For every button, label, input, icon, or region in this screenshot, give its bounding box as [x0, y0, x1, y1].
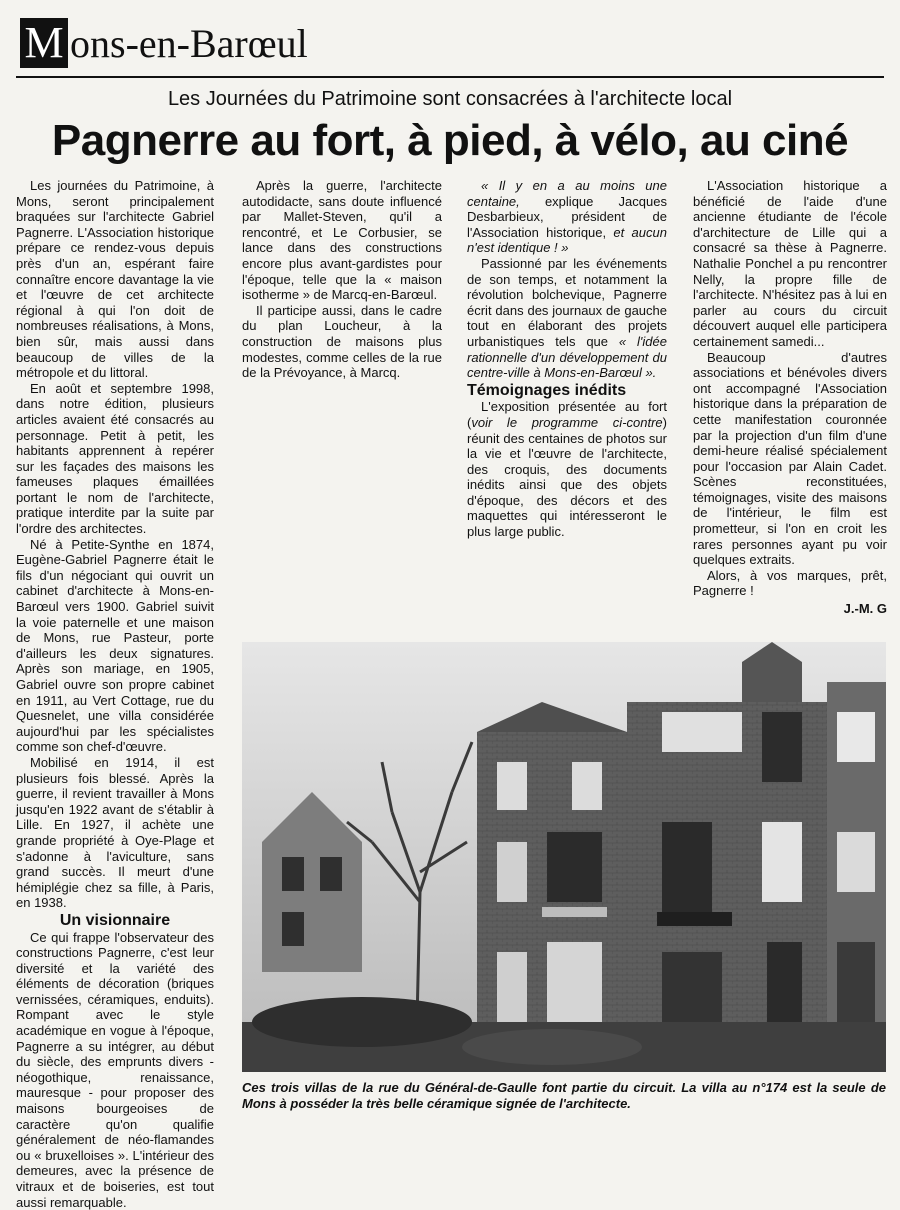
villas-photo [242, 642, 886, 1072]
paragraph [467, 256, 667, 381]
masthead [16, 18, 884, 78]
paragraph: Né à Petite-Synthe en 1874, Eugène-Gabriel Pagnerre était le fils d'un négociant qui ouvrit un cabinet d'architecte à Mons-en-Barœul vers 1900. Gabriel suivit la voie paternelle et une maison de Mons, rue Pasteur, porte d'ailleurs les deux signatures. Après son mariage, en 1905, Gabriel ouvre son propre cabinet en 1911, au Vert Cottage, rue du Quesnelet, une villa considérée aujourd'hui par les spécialistes comme son chef-d'œuvre. [16, 537, 214, 755]
column-2 [242, 178, 442, 381]
column-1 [16, 178, 214, 1210]
kicker: Les Journées du Patrimoine sont consacrées à l'architecte local [0, 88, 900, 111]
paragraph: Il participe aussi, dans le cadre du plan Loucheur, à la construction de maisons plus modestes, comme celles de la rue de la Prévoyance, à Marcq. [242, 303, 442, 381]
paragraph-text: Passionné par les événements de son temps, et notamment la révolution bolchevique, Pagnerre écrit dans des journaux de gauche tout en élaborant des projets urbanistiques tels que [467, 256, 667, 349]
headline: Pagnerre au fort, à pied, à vélo, au ciné [0, 116, 900, 166]
paragraph: Beaucoup d'autres associations et bénévoles divers ont accompagné l'Association historique dans la préparation de cette manifestation couronnée par la projection d'un film d'une demi-heure réalisé spécialement pour l'occasion par Alain Cadet. Scènes reconstituées, témoignages, visite des maisons de l'intérieur, le film est prometteur, si l'on en croit les rares personnes ayant pu voir quelques extraits. [693, 350, 887, 568]
paragraph: Les journées du Patrimoine, à Mons, seront principalement braquées sur l'architecte Gabriel Pagnerre. L'Association historique prépare ce rendez-vous depuis près d'un an, espérant faire connaître encore davantage la vie et l'œuvre de cet architecte régional à qui l'on doit de nombreuses réalisations, à Mons, bien sûr, mais aussi dans beaucoup de villes de la métropole et du littoral. [16, 178, 214, 381]
paragraph: En août et septembre 1998, dans notre édition, plusieurs articles avaient été consacrés au personnage. Petit à petit, les habitants apprennent à repérer sur les façades des maisons les fameuses plaques émaillées portant le nom de l'architecte, pratique interdite par la suite par l'ordre des architectes. [16, 381, 214, 537]
villas-photo-drawing [242, 642, 886, 1072]
quote: « Il y en a au moins une centaine, [467, 178, 667, 209]
masthead-initial: M [20, 18, 68, 68]
subheading: Témoignages inédits [467, 383, 667, 399]
paragraph: Alors, à vos marques, prêt, Pagnerre ! [693, 568, 887, 599]
photo-caption: Ces trois villas de la rue du Général-de-Gaulle font partie du circuit. La villa au n°174 est la seule de Mons à posséder la très belle céramique signée de l'architecte. [242, 1080, 886, 1112]
quote: et aucun n'est identique ! » [467, 225, 667, 256]
masthead-town: ons-en-Barœul [70, 18, 308, 68]
column-3 [467, 178, 667, 540]
paragraph: L'Association historique a bénéficié de l'aide d'une ancienne étudiante de l'école d'architecture de Lille qui a consacré sa thèse à Pagnerre. Nathalie Ponchel a pu rencontrer Nelly, la propre fille de l'architecte. N'hésitez pas à lui en parler au cours du circuit découvert auquel elle participera certainement samedi... [693, 178, 887, 350]
quote: « l'idée rationnelle d'un développement du centre-ville à Mons-en-Barœul ». [467, 334, 667, 380]
paragraph-text: L'exposition présentée au fort ( [467, 399, 667, 430]
paragraph [16, 930, 214, 1210]
subheading: Un visionnaire [16, 913, 214, 929]
paragraph-text: Ce qui frappe l'observateur des constructions Pagnerre, c'est leur diversité et la variété des éléments de décoration (briques vernissées, céramiques, enduits). Rompant avec le style académique en vogue à l'époque, Pagnerre a su intégrer, au début du siècle, des emprunts divers - néogothique, renaissance, mauresque - pour proposer des maisons bourgeoises de caractère qu'on qualifie généralement de néo-flamandes ou « bruxelloises ». L'intérieur des demeures, avec la présence de vitraux et de boiseries, est tout aussi remarquable. [16, 930, 214, 1210]
paragraph: Après la guerre, l'architecte autodidacte, sans doute influencé par Mallet-Steven, qu'il a rencontré, et Le Corbusier, se lance dans des constructions encore plus avant-gardistes pour l'époque, telle que la « maison isotherme » de Marcq-en-Barœul. [242, 178, 442, 303]
paragraph-text: explique Jacques Desbarbieux, président de l'Association historique, [467, 194, 667, 240]
paragraph [467, 178, 667, 256]
signature: J.-M. G [693, 601, 887, 617]
column-4 [693, 178, 887, 617]
paragraph-text: ) réunit des centaines de photos sur la vie et l'œuvre de l'architecte, des croquis, des documents inédits ainsi que des objets d'époque, des décors et des maquettes qui intéresseront le plus large public. [467, 415, 667, 539]
paragraph: Mobilisé en 1914, il est plusieurs fois blessé. Après la guerre, il revient travailler à Mons jusqu'en 1922 avant de s'établir à Lille. En 1927, il achète une grande propriété à Oye-Plage et s'adonne à l'aviculture, sans grand succès. Il meurt d'une hémiplégie chez sa fille, à Paris, en 1938. [16, 755, 214, 911]
paragraph-italic: voir le programme ci-contre [471, 415, 662, 430]
paragraph [467, 399, 667, 539]
